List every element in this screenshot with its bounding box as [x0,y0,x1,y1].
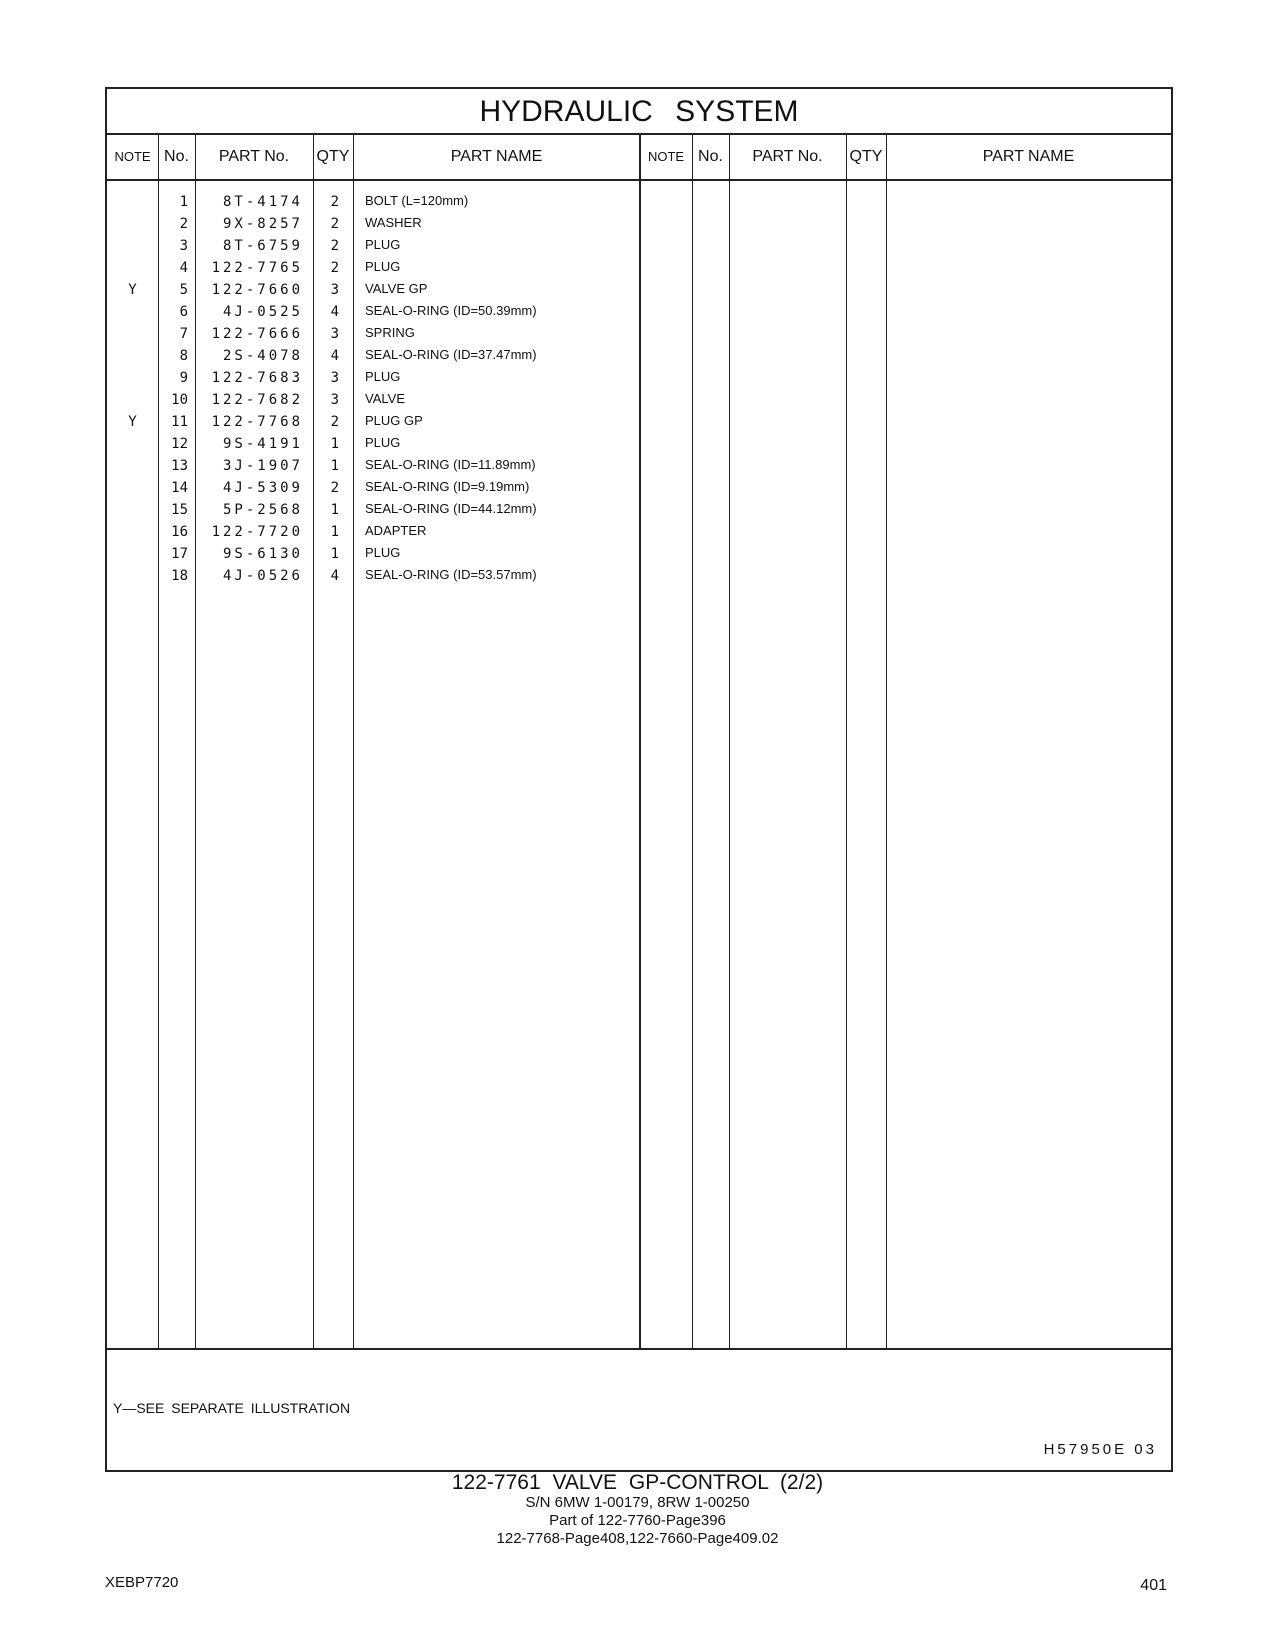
row-part-name: VALVE GP [365,281,428,296]
row-number: 13 [171,458,188,474]
row-part-number: 9X-8257 [222,216,303,232]
row-part-number: 122-7765 [211,260,303,276]
row-quantity: 2 [330,216,339,232]
row-quantity: 3 [330,282,339,298]
row-part-name: PLUG [365,259,401,274]
header-no-right: No. [698,148,723,165]
row-quantity: 1 [330,436,339,452]
row-quantity: 3 [330,326,339,342]
table-row [107,433,1171,455]
row-number: 15 [171,502,188,518]
row-note: Y [128,282,137,298]
header-part-name-right: PART NAME [982,148,1075,165]
row-number: 11 [171,414,188,430]
table-row [107,213,1171,235]
row-number: 5 [179,282,188,298]
row-quantity: 4 [330,304,339,320]
row-quantity: 3 [330,370,339,386]
row-part-name: ADAPTER [365,523,427,538]
header-qty-right: QTY [849,148,883,165]
row-part-number: 9S-6130 [222,546,303,562]
row-part-number: 122-7660 [211,282,303,298]
row-part-number: 122-7768 [211,414,303,430]
row-note: Y [128,414,137,430]
header-no-left: No. [164,148,189,165]
table-row [107,455,1171,477]
row-part-number: 122-7666 [211,326,303,342]
caption-serial: S/N 6MW 1-00179, 8RW 1-00250 [525,1494,750,1511]
table-row [107,411,1171,433]
row-number: 9 [179,370,188,386]
illustration-code: H57950E 03 [1043,1441,1157,1458]
row-part-number: 4J-0525 [222,304,303,320]
row-part-name: SEAL-O-RING (ID=9.19mm) [365,479,530,494]
row-part-number: 8T-4174 [222,194,303,210]
row-quantity: 3 [330,392,339,408]
row-part-name: SEAL-O-RING (ID=44.12mm) [365,501,537,516]
row-number: 7 [179,326,188,342]
row-number: 8 [179,348,188,364]
row-quantity: 1 [330,458,339,474]
row-part-number: 122-7682 [211,392,303,408]
caption-title: 122-7761 VALVE GP-CONTROL (2/2) [451,1471,824,1494]
row-part-name: PLUG [365,237,401,252]
row-number: 14 [171,480,188,496]
parts-table-frame [105,87,1173,1472]
row-part-number: 122-7720 [211,524,303,540]
row-part-name: WASHER [365,215,422,230]
row-quantity: 2 [330,260,339,276]
row-number: 2 [179,216,188,232]
table-row [107,367,1171,389]
row-part-name: SPRING [365,325,415,340]
table-row [107,345,1171,367]
row-quantity: 1 [330,546,339,562]
row-part-number: 4J-0526 [222,568,303,584]
row-number: 10 [171,392,188,408]
row-part-name: BOLT (L=120mm) [365,193,469,208]
header-note-right: NOTE [647,149,685,164]
row-quantity: 2 [330,238,339,254]
row-part-name: SEAL-O-RING (ID=53.57mm) [365,567,537,582]
row-part-number: 122-7683 [211,370,303,386]
row-number: 12 [171,436,188,452]
row-number: 4 [179,260,188,276]
row-quantity: 2 [330,194,339,210]
row-part-number: 4J-5309 [222,480,303,496]
row-number: 3 [179,238,188,254]
header-part-no-right: PART No. [752,148,823,165]
header-part-no-left: PART No. [218,148,290,165]
row-number: 6 [179,304,188,320]
row-part-number: 8T-6759 [222,238,303,254]
table-row [107,301,1171,323]
row-part-name: PLUG GP [365,413,423,428]
row-part-name: PLUG [365,545,401,560]
row-part-name: SEAL-O-RING (ID=50.39mm) [365,303,537,318]
row-number: 1 [179,194,188,210]
row-quantity: 4 [330,568,339,584]
row-part-name: VALVE [365,391,405,406]
row-number: 18 [171,568,188,584]
footnote: Y—SEE SEPARATE ILLUSTRATION [113,1400,351,1416]
row-number: 17 [171,546,188,562]
table-row [107,543,1171,565]
table-row [107,389,1171,411]
row-quantity: 1 [330,524,339,540]
row-part-name: PLUG [365,435,401,450]
caption-part-of: Part of 122-7760-Page396 [549,1512,726,1529]
row-part-number: 3J-1907 [222,458,303,474]
row-part-number: 5P-2568 [222,502,303,518]
header-note-left: NOTE [114,149,151,164]
row-quantity: 2 [330,414,339,430]
document-id: XEBP7720 [105,1574,179,1591]
caption-refs: 122-7768-Page408,122-7660-Page409.02 [496,1530,779,1547]
table-row [107,279,1171,301]
row-part-name: SEAL-O-RING (ID=11.89mm) [365,457,536,472]
table-row [107,477,1171,499]
table-row [107,499,1171,521]
header-part-name-left: PART NAME [450,148,543,165]
row-number: 16 [171,524,188,540]
page-number: 401 [1140,1577,1167,1594]
row-part-name: PLUG [365,369,401,384]
row-part-number: 9S-4191 [222,436,303,452]
section-title: HYDRAULIC SYSTEM [107,89,1171,135]
table-row [107,521,1171,543]
table-row [107,257,1171,279]
row-quantity: 2 [330,480,339,496]
footer-divider [107,1348,1171,1350]
table-row [107,323,1171,345]
row-quantity: 1 [330,502,339,518]
row-part-name: SEAL-O-RING (ID=37.47mm) [365,347,537,362]
row-quantity: 4 [330,348,339,364]
table-row [107,191,1171,213]
row-part-number: 2S-4078 [222,348,303,364]
table-row [107,565,1171,587]
table-row [107,235,1171,257]
header-qty-left: QTY [316,148,350,165]
